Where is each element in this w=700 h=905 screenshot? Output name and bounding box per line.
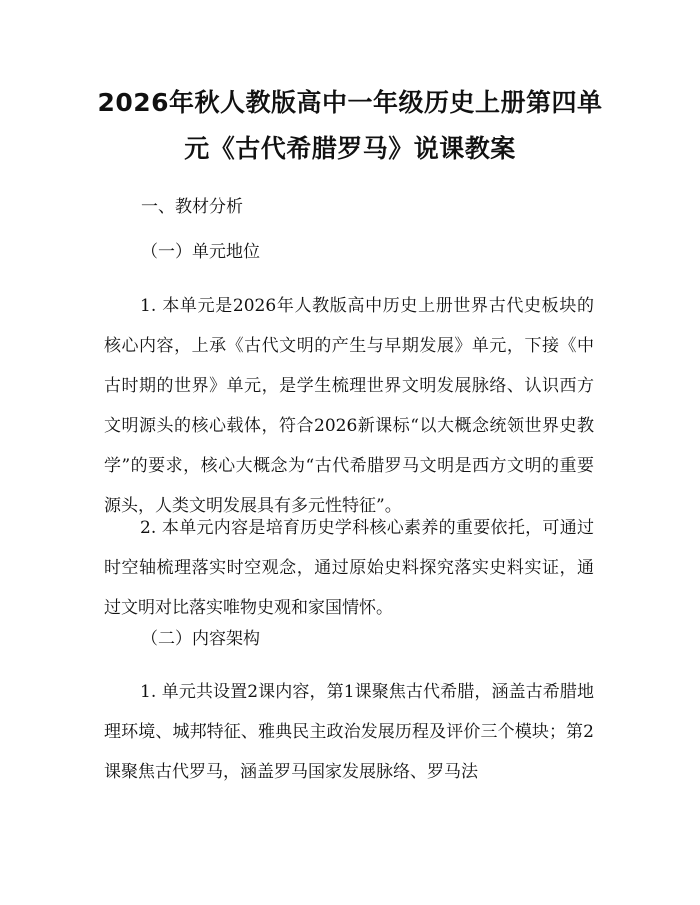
document-title-line-1: 2026年秋人教版高中一年级历史上册第四单	[97, 88, 603, 117]
section-heading-textbook-analysis: 一、教材分析	[141, 197, 243, 217]
document-title-line-2: 元《古代希腊罗马》说课教案	[184, 134, 516, 163]
subsection-heading-unit-position: （一）单元地位	[141, 242, 260, 262]
paragraph-unit-position-1: 1. 本单元是2026年人教版高中历史上册世界古代史板块的核心内容，上承《古代文明的产生与早期发展》单元，下接《中古时期的世界》单元，是学生梳理世界文明发展脉络、认识西方文明源头的核心载体，符合2026新课标“以大概念统领世界史教学”的要求，核心大概念为“古代希腊罗马文明是西方文明的重要源头，人类文明发展具有多元性特征”。	[104, 296, 594, 516]
paragraph-content-structure-1: 1. 单元共设置2课内容，第1课聚焦古代希腊，涵盖古希腊地理环境、城邦特征、雅典民主政治发展历程及评价三个模块；第2课聚焦古代罗马，涵盖罗马国家发展脉络、罗马法	[104, 682, 594, 782]
subsection-heading-content-structure: （二）内容架构	[141, 629, 260, 649]
paragraph-unit-position-2: 2. 本单元内容是培育历史学科核心素养的重要依托，可通过时空轴梳理落实时空观念，通过原始史料探究落实史料实证，通过文明对比落实唯物史观和家国情怀。	[104, 518, 594, 618]
